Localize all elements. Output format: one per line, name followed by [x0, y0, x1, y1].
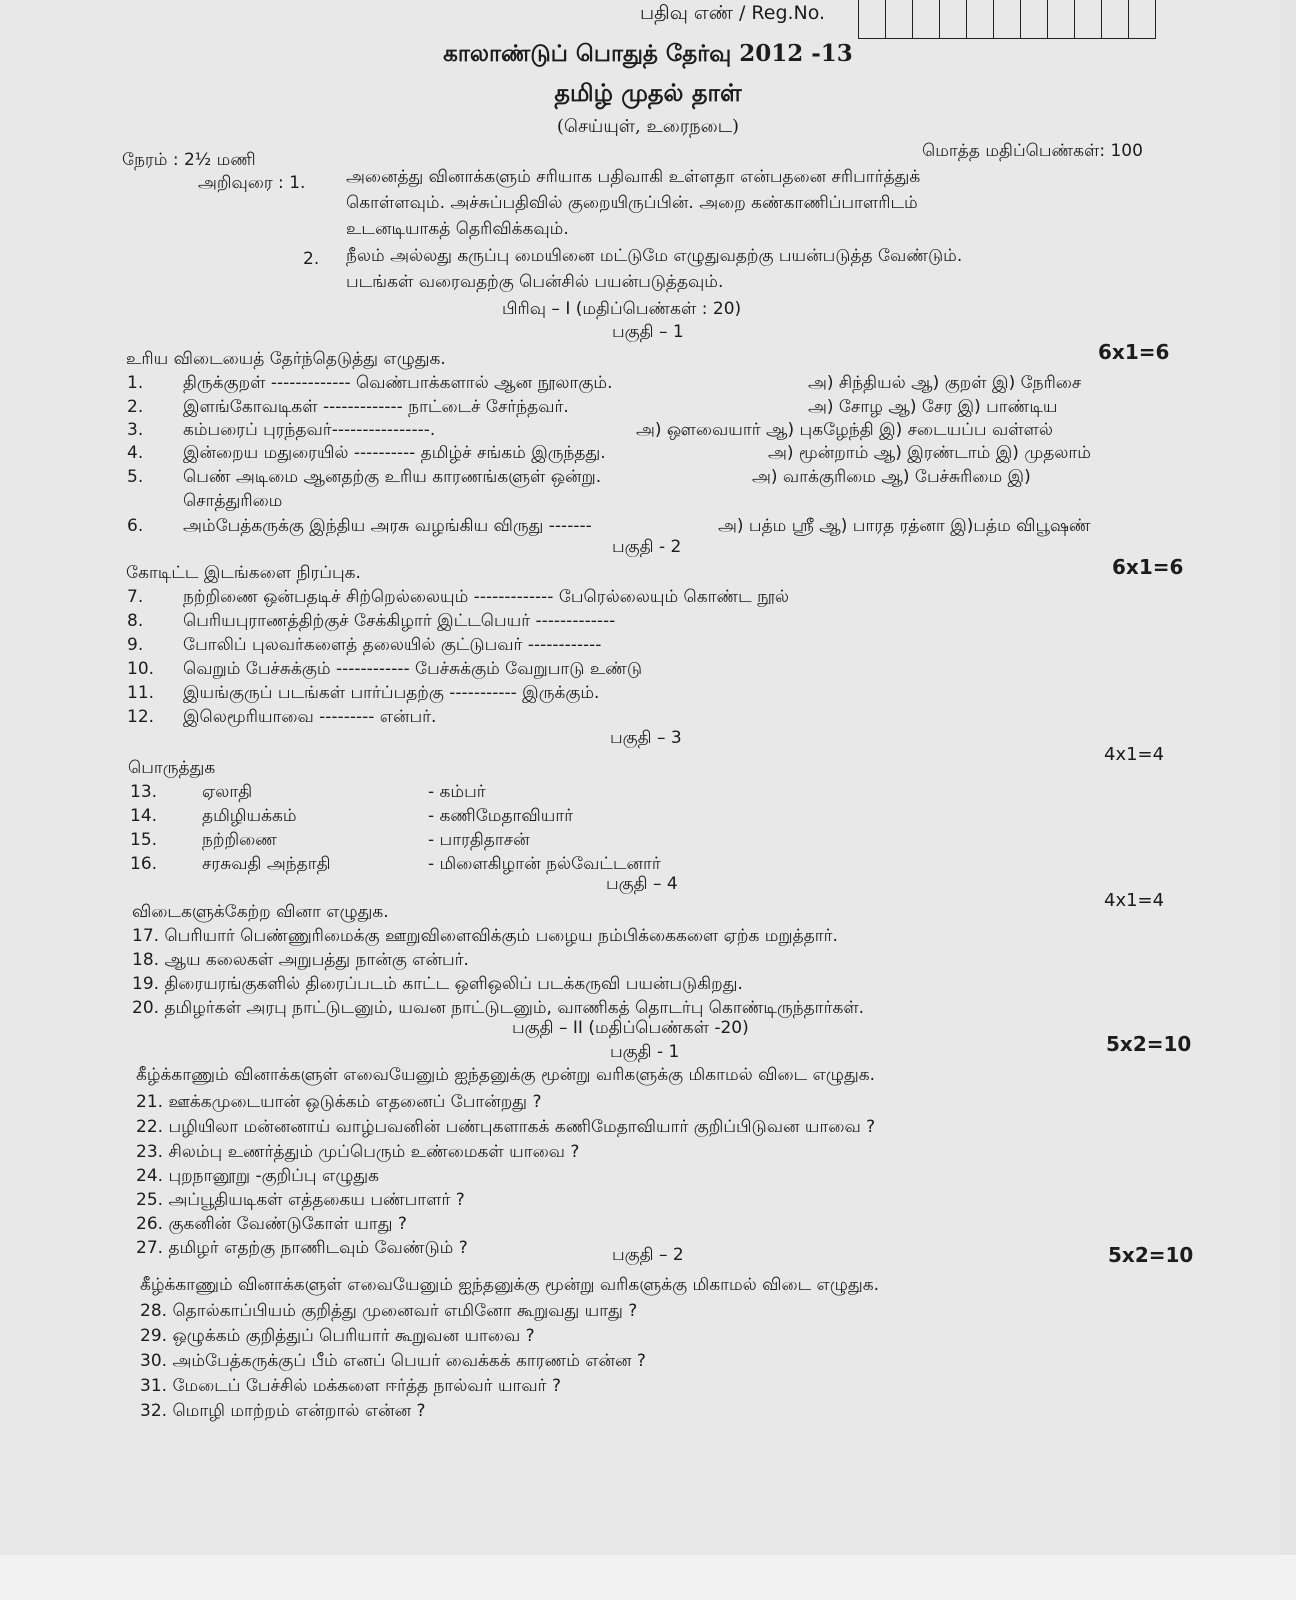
question-options: அ) சோழ ஆ) சேர இ) பாண்டிய: [808, 397, 1058, 417]
part2-marks: 6x1=6: [1112, 555, 1184, 579]
match-left: சரசுவதி அந்தாதி: [202, 854, 331, 874]
question-options: அ) பத்ம ஸ்ரீ ஆ) பாரத ரத்னா இ)பத்ம விபூஷண்: [718, 516, 1091, 536]
match-right: - மிளைகிழான் நல்வேட்டனார்: [428, 854, 661, 874]
paper-subtitle: (செய்யுள், உரைநடை): [556, 116, 740, 137]
part3-marks: 4x1=4: [1104, 744, 1165, 765]
part4-heading: பகுதி – 4: [606, 874, 678, 894]
sec2-part2-instruction: கீழ்க்காணும் வினாக்களுள் எவையேனும் ஐந்தனுக்கு மூன்று வரிகளுக்கு மிகாமல் விடை எழுதுக.: [140, 1275, 879, 1295]
question-item: 30. அம்பேத்கருக்குப் பீம் எனப் பெயர் வைக்கக் காரணம் என்ன ?: [140, 1351, 646, 1371]
division-2-heading: பகுதி – II (மதிப்பெண்கள் -20): [512, 1018, 749, 1038]
question-item: 23. சிலம்பு உணர்த்தும் முப்பெரும் உண்மைகள் யாவை ?: [136, 1142, 580, 1162]
question-number: 5.: [127, 467, 144, 487]
question-number: 9.: [127, 635, 144, 655]
question-options: அ) சிந்தியல் ஆ) குறள் இ) நேரிசை: [808, 373, 1082, 393]
exam-title: காலாண்டுப் பொதுத் தேர்வு 2012 -13: [443, 40, 853, 67]
statement-item: 17. பெரியார் பெண்ணுரிமைக்கு ஊறுவிளைவிக்கும் பழைய நம்பிக்கைகளை ஏற்க மறுத்தார்.: [132, 926, 838, 946]
part4-instruction: விடைகளுக்கேற்ற வினா எழுதுக.: [132, 902, 389, 922]
question-number: 15.: [130, 830, 158, 850]
question-number: 10.: [127, 659, 155, 679]
instruction-2-num: 2.: [303, 249, 320, 269]
question-number: 3.: [127, 420, 144, 440]
paper-title: தமிழ் முதல் தாள்: [554, 78, 742, 107]
question-item: 26. குகனின் வேண்டுகோள் யாது ?: [136, 1214, 407, 1234]
question-options: அ) ஔவையார் ஆ) புகழேந்தி இ) சடையப்ப வள்ளல்: [636, 420, 1054, 440]
question-text: இயங்குருப் படங்கள் பார்ப்பதற்கு ----------- இருக்கும்.: [183, 683, 600, 703]
question-item: 27. தமிழர் எதற்கு நாணிடவும் வேண்டும் ?: [136, 1238, 468, 1258]
instruction-2a: நீலம் அல்லது கருப்பு மையினை மட்டுமே எழுதுவதற்கு பயன்படுத்த வேண்டும்.: [346, 246, 963, 266]
part1-marks: 6x1=6: [1098, 340, 1170, 364]
match-left: ஏலாதி: [202, 782, 253, 802]
question-number: 16.: [130, 854, 158, 874]
question-number: 14.: [130, 806, 158, 826]
question-options: அ) மூன்றாம் ஆ) இரண்டாம் இ) முதலாம்: [768, 443, 1091, 463]
match-right: - கணிமேதாவியார்: [428, 806, 574, 826]
match-right: - கம்பர்: [428, 782, 486, 802]
question-number: 4.: [127, 443, 144, 463]
question-text: கம்பரைப் புரந்தவர்----------------.: [183, 420, 436, 440]
question-text: போலிப் புலவர்களைத் தலையில் குட்டுபவர் ------------: [183, 635, 602, 655]
part3-heading: பகுதி – 3: [610, 728, 682, 748]
part3-instruction: பொருத்துக: [128, 758, 216, 778]
question-text: அம்பேத்கருக்கு இந்திய அரசு வழங்கிய விருது -------: [183, 516, 592, 536]
question-number: 2.: [127, 397, 144, 417]
total-marks: மொத்த மதிப்பெண்கள்: 100: [922, 141, 1143, 161]
part1-heading: பகுதி – 1: [612, 322, 684, 342]
instruction-1a: அனைத்து வினாக்களும் சரியாக பதிவாகி உள்ளதா என்பதனை சரிபார்த்துக்: [346, 167, 921, 187]
question-item: 31. மேடைப் பேச்சில் மக்களை ஈர்த்த நால்வர் யாவர் ?: [140, 1376, 561, 1396]
reg-no-boxes: [858, 0, 1156, 39]
time-allowed: நேரம் : 2½ மணி: [122, 150, 256, 170]
question-item: 32. மொழி மாற்றம் என்றால் என்ன ?: [140, 1401, 426, 1421]
question-text: திருக்குறள் ------------- வெண்பாக்களால் ஆன நூலாகும்.: [183, 373, 613, 393]
reg-no-label: பதிவு எண் / Reg.No.: [640, 2, 826, 24]
instruction-1c: உடனடியாகத் தெரிவிக்கவும்.: [346, 219, 569, 239]
part4-marks: 4x1=4: [1104, 890, 1165, 911]
question-number: 11.: [127, 683, 155, 703]
question-item: 29. ஒழுக்கம் குறித்துப் பெரியார் கூறுவன யாவை ?: [140, 1326, 535, 1346]
instruction-1b: கொள்ளவும். அச்சுப்பதிவில் குறையிருப்பின். அறை கண்காணிப்பாளரிடம்: [346, 193, 918, 213]
question-number: 7.: [127, 587, 144, 607]
sec2-part1-marks: 5x2=10: [1106, 1032, 1192, 1056]
question-number: 1.: [127, 373, 144, 393]
question-text: இளங்கோவடிகள் ------------- நாட்டைச் சேர்ந்தவர்.: [183, 397, 569, 417]
question-text: பெண் அடிமை ஆனதற்கு உரிய காரணங்களுள் ஒன்று.: [183, 467, 602, 487]
sec2-part2-heading: பகுதி – 2: [612, 1245, 684, 1265]
question-item: 22. பழியிலா மன்னனாய் வாழ்பவனின் பண்புகளாகக் கணிமேதாவியார் குறிப்பிடுவன யாவை ?: [136, 1117, 876, 1137]
question-text: இன்றைய மதுரையில் ---------- தமிழ்ச் சங்கம் இருந்தது.: [183, 443, 606, 463]
statement-item: 20. தமிழர்கள் அரபு நாட்டுடனும், யவன நாட்டுடனும், வாணிகத் தொடர்பு கொண்டிருந்தார்கள்.: [132, 998, 865, 1018]
instructions-label: அறிவுரை : 1.: [198, 173, 306, 193]
question-item: 21. ஊக்கமுடையான் ஒடுக்கம் எதனைப் போன்றது ?: [136, 1092, 542, 1112]
question-item: 28. தொல்காப்பியம் குறித்து முனைவர் எமினோ கூறுவது யாது ?: [140, 1301, 638, 1321]
question-item: 25. அப்பூதியடிகள் எத்தகைய பண்பாளர் ?: [136, 1190, 465, 1210]
match-left: நற்றிணை: [202, 830, 277, 850]
part2-heading: பகுதி - 2: [612, 537, 682, 557]
match-left: தமிழியக்கம்: [202, 806, 297, 826]
sec2-part1-instruction: கீழ்க்காணும் வினாக்களுள் எவையேனும் ஐந்தனுக்கு மூன்று வரிகளுக்கு மிகாமல் விடை எழுதுக.: [136, 1065, 875, 1085]
question-text: வெறும் பேச்சுக்கும் ------------ பேச்சுக்கும் வேறுபாடு உண்டு: [183, 659, 643, 679]
sec2-part1-heading: பகுதி - 1: [610, 1042, 680, 1062]
question-text: இலெமூரியாவை --------- என்பர்.: [183, 707, 437, 727]
question-number: 12.: [127, 707, 155, 727]
question-number: 13.: [130, 782, 158, 802]
question-text: சொத்துரிமை: [183, 491, 283, 511]
match-right: - பாரதிதாசன்: [428, 830, 530, 850]
instruction-2b: படங்கள் வரைவதற்கு பென்சில் பயன்படுத்தவும்.: [346, 272, 724, 292]
statement-item: 18. ஆய கலைகள் அறுபத்து நான்கு என்பர்.: [132, 950, 469, 970]
sec2-part2-marks: 5x2=10: [1108, 1243, 1194, 1267]
question-number: 8.: [127, 611, 144, 631]
question-text: நற்றிணை ஒன்பதடிச் சிற்றெல்லையும் ------------- பேரெல்லையும் கொண்ட நூல்: [183, 587, 790, 607]
question-number: 6.: [127, 516, 144, 536]
division-1-heading: பிரிவு – I (மதிப்பெண்கள் : 20): [502, 299, 742, 319]
question-text: பெரியபுராணத்திற்குச் சேக்கிழார் இட்டபெயர் -------------: [183, 611, 616, 631]
scan-margin: [0, 1555, 1296, 1600]
part2-instruction: கோடிட்ட இடங்களை நிரப்புக.: [126, 563, 361, 583]
statement-item: 19. திரையரங்குகளில் திரைப்படம் காட்ட ஒளிஒலிப் படக்கருவி பயன்படுகிறது.: [132, 974, 743, 994]
question-options: அ) வாக்குரிமை ஆ) பேச்சுரிமை இ): [752, 467, 1031, 487]
question-item: 24. புறநானூறு -குறிப்பு எழுதுக: [136, 1166, 380, 1186]
part1-instruction: உரிய விடையைத் தேர்ந்தெடுத்து எழுதுக.: [126, 349, 446, 369]
